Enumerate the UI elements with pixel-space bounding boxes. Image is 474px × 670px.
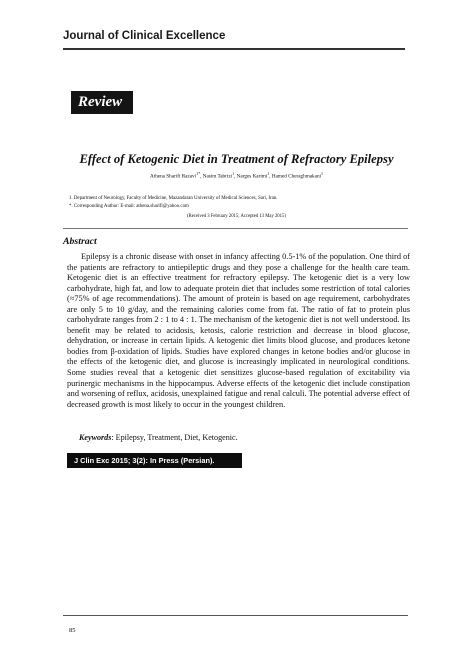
keywords-label: Keywords <box>79 433 112 442</box>
footer-rule <box>63 615 408 616</box>
page-number: 85 <box>69 627 76 634</box>
corresponding-author[interactable]: *. Corresponding Author: E-mail: athena.sharifi@yahoo.com <box>69 203 189 209</box>
affiliation-text: 1. Department of Neurology, Faculty of Medicine, Mazandaran University of Medical Sciences, Sari, Iran. <box>69 196 278 201</box>
abstract-text: Epilepsy is a chronic disease with onset in infancy affecting 0.5-1% of the population. One third of the patients are refractory to antiepileptic drugs and they pose a challenge for the health care team. Ketogenic diet is an effective treatment for refractory epilepsy. The ketogenic diet is a very low carbohydrate, high fat, and low to adequate protein diet that includes some restriction of total calories (≈75% of age recommendations). The amount of protein is based on age requirement, carbohydrates are only 5 to 10 g/day, and the remaining calories come from fat. The ratio of fat to protein plus carbohydrate ranges from 2 : 1 to 4 : 1. The mechanism of the ketogenic diet is not well understood. Its benefit may be related to acidosis, ketosis, calorie restriction and decrease in blood glucose, dehydration, or increase in certain lipids. A ketogenic diet limits blood glucose, and produces ketone bodies from β-oxidation of lipids. Studies have explored changes in ketone bodies and/or glucose in the effects of the ketogenic diet, and glucose is increasingly implicated in neurological conditions. Some studies reveal that a ketogenic diet sensitizes glucose-based regulation of excitability via purinergic mechanisms in the hippocampus. Adverse effects of the ketogenic diet include constipation and worsening of reflux, acidosis, unexplained fatigue and renal calculi. The potential adverse effect of decreased growth is most likely to occur in the youngest children. <box>67 252 410 409</box>
article-title: Effect of Ketogenic Diet in Treatment of Refractory Epilepsy <box>79 152 394 166</box>
citation-text: J Clin Exc 2015; 3(2): In Press (Persian). <box>74 456 215 465</box>
author-list: Athena Sharifi Razavi$^{1*}$, Nasim Tabrizi$^1$, Narges Karimi$^1$, Hamed Cheraghmakani$^1$ <box>150 171 323 180</box>
author-name: Hamed Cheraghmakani <box>271 173 321 180</box>
header-rule <box>63 48 405 50</box>
author-mark: 1 <box>232 171 235 176</box>
keywords-text: : Epilepsy, Treatment, Diet, Ketogenic. <box>111 433 238 442</box>
keywords-line <box>79 433 238 442</box>
article-type-label: Review <box>78 94 123 110</box>
author-name: Athena Sharifi Razavi <box>150 173 197 180</box>
author-name: Nasim Tabrizi <box>202 173 233 180</box>
divider <box>63 228 408 229</box>
abstract-heading: Abstract <box>63 236 97 247</box>
received-dates: (Received 3 February 2015; Accepted 13 May 2015) <box>187 214 286 219</box>
affiliation-block <box>69 195 277 210</box>
author-mark: 1 <box>320 171 323 176</box>
author-mark: 1* <box>196 171 201 176</box>
author-mark: 1 <box>267 171 270 176</box>
abstract-body <box>67 252 410 410</box>
author-name: Narges Karimi <box>236 173 268 180</box>
journal-name: Journal of Clinical Excellence <box>63 30 226 42</box>
